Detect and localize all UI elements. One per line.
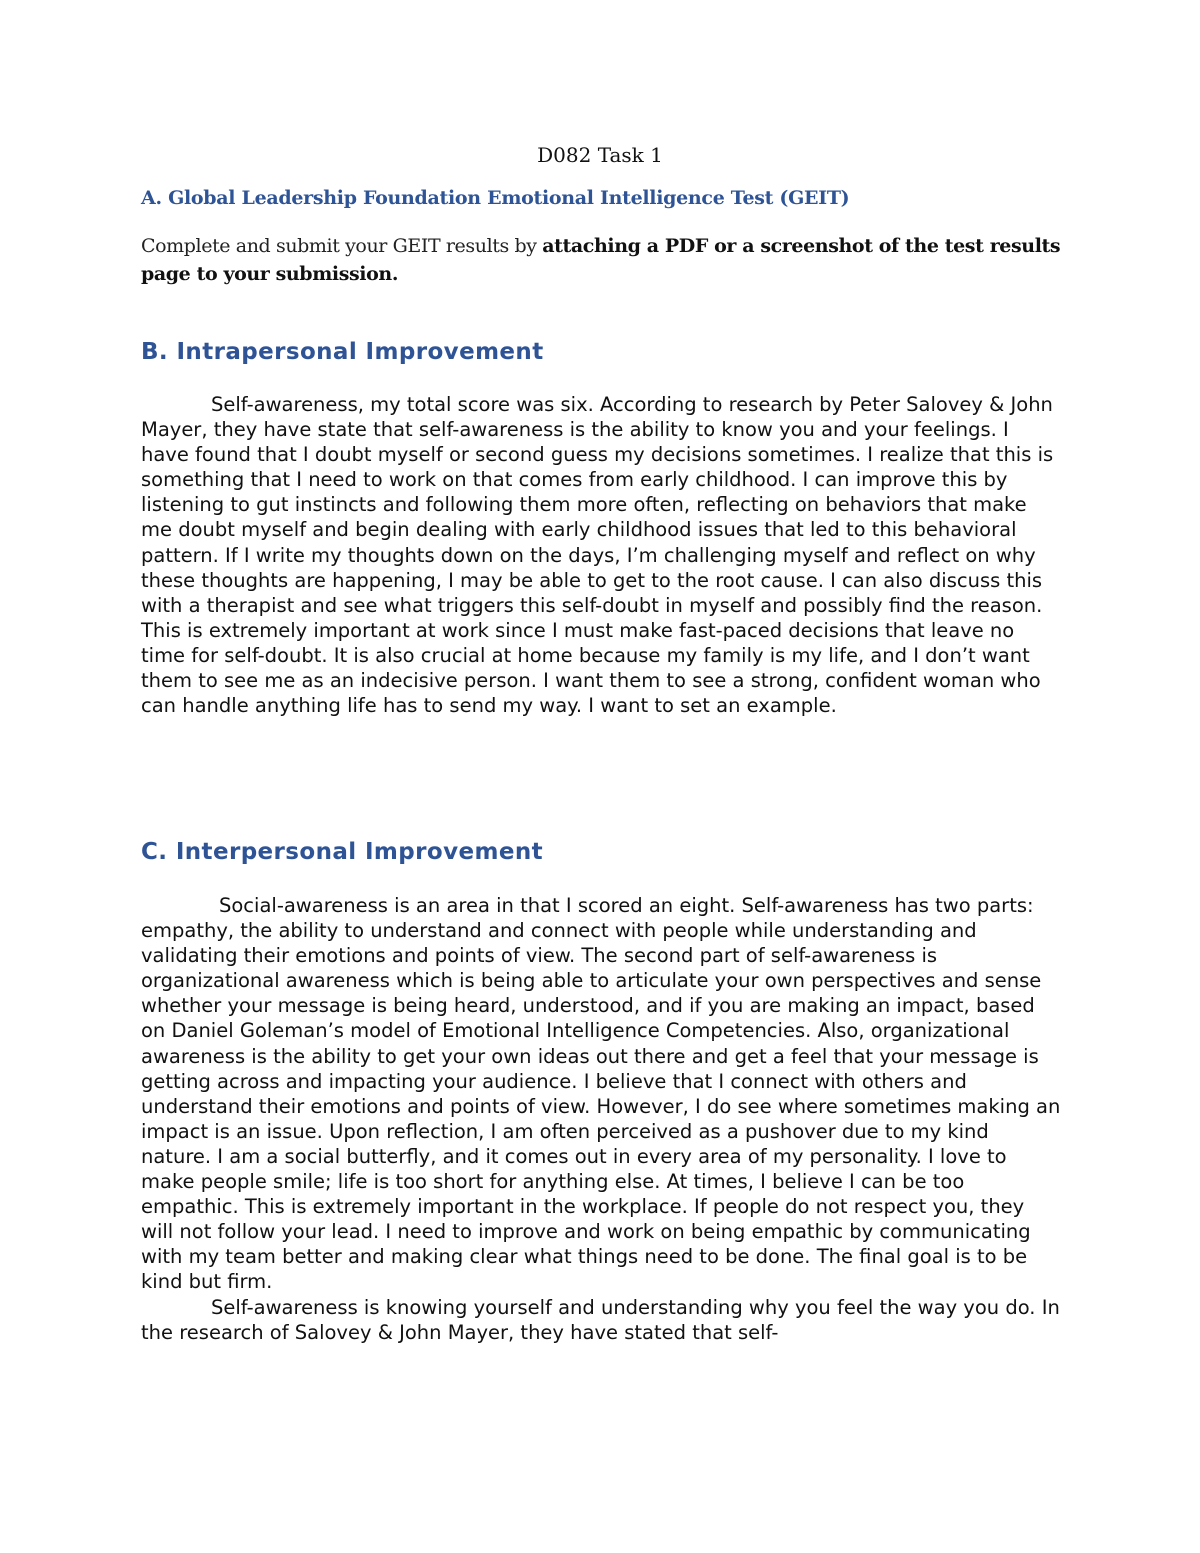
section-b-paragraph: Self-awareness, my total score was six. According to research by Peter Salovey & John Mayer, they have state that self-awareness is the ability to know you and your feelings. I have found that I doubt myself or second guess my decisions sometimes. I realize that this is something that I need to work on that comes from early childhood. I can improve this by listening to gut instincts and following them more often, reflecting on behaviors that make me doubt myself and begin dealing with early childhood issues that led to this behavioral pattern. If I write my thoughts down on the days, I’m challenging myself and reflect on why these thoughts are happening, I may be able to get to the root cause. I can also discuss this with a therapist and see what triggers this self-doubt in myself and possibly find the reason. This is extremely important at work since I must make fast-paced decisions that leave no time for self-doubt. It is also crucial at home because my family is my life, and I don’t want them to see me as an indecisive person. I want them to see a strong, confident woman who can handle anything life has to send my way. I want to set an example. xyxy=(141,393,1054,718)
section-b-body xyxy=(141,392,1061,718)
section-c-paragraph: Social-awareness is an area in that I scored an eight. Self-awareness has two parts: empathy, the ability to understand and connect with people while understanding and validating their emotions and points of view. The second part of self-awareness is organizational awareness which is being able to articulate your own perspectives and sense whether your message is being heard, understood, and if you are making an impact, based on Daniel Goleman’s model of Emotional Intelligence Competencies. Also, organizational awareness is the ability to get your own ideas out there and get a feel that your message is getting across and impacting your audience. I believe that I connect with others and understand their emotions and points of view. However, I do see where sometimes making an impact is an issue. Upon reflection, I am often perceived as a pushover due to my kind nature. I am a social butterfly, and it comes out in every area of my personality. I love to make people smile; life is too short for anything else. At times, I believe I can be too empathic. This is extremely important in the workplace. If people do not respect you, they will not follow your lead. I need to improve and work on being empathic by communicating with my team better and making clear what things need to be done. The final goal is to be kind but firm. xyxy=(141,894,1061,1294)
section-a-instructions-bold: attaching a PDF or a screenshot of the test results page to your submission. xyxy=(141,235,1061,285)
section-c-paragraph: Self-awareness is knowing yourself and understanding why you feel the way you do. In the research of Salovey & John Mayer, they have stated that self- xyxy=(141,1295,1060,1344)
section-a-instructions xyxy=(141,232,1061,288)
section-c-body xyxy=(141,893,1061,1345)
section-a-instructions-plain: Complete and submit your GEIT results by xyxy=(141,235,543,257)
section-a-heading: A. Global Leadership Foundation Emotional Intelligence Test (GEIT) xyxy=(141,187,850,209)
section-c-heading: C. Interpersonal Improvement xyxy=(141,839,544,865)
document-title: D082 Task 1 xyxy=(537,143,663,167)
section-b-heading: B. Intrapersonal Improvement xyxy=(141,339,544,365)
